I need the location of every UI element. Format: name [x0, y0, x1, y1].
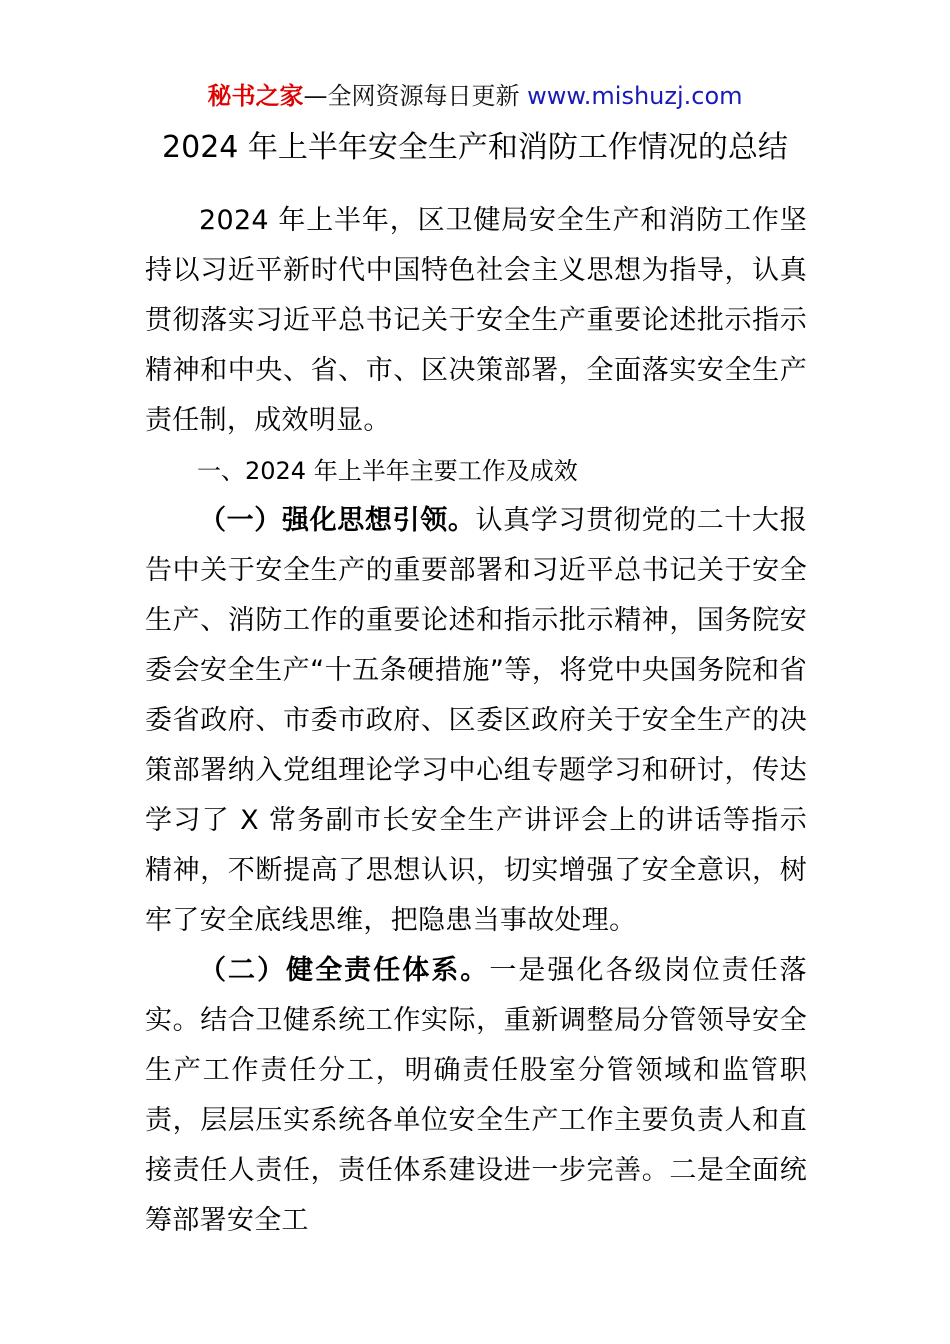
site-name: 秘书之家 [207, 82, 304, 110]
document-body [145, 196, 807, 1246]
site-url-link[interactable]: www.mishuzj.com [527, 82, 743, 110]
item-text-2: 一是强化各级岗位责任落实。结合卫健系统工作实际，重新调整局分管领导安全生产工作责任分工，明确责任股室分管领域和监管职责，层层压实系统各单位安全生产工作主要负责人和直接责任人责任，责任体系建设进一步完善。二是全面统筹部署安全工 [145, 955, 807, 1236]
section-heading: 一、2024 年上半年主要工作及成效 [197, 457, 578, 485]
item-text-1: 认真学习贯彻党的二十大报告中关于安全生产的重要部署和习近平总书记关于安全生产、消防工作的重要论述和指示批示精神，国务院安委会安全生产“十五条硬措施”等，将党中央国务院和省委省政府、市委市政府、区委区政府关于安全生产的决策部署纳入党组理论学习中心组专题学习和研讨，传达学习了 X 常务副市长安全生产讲评会上的讲话等指示精神，不断提高了思想认识，切实增强了安全意识，树牢了安全底线思维，把隐患当事故处理。 [145, 505, 808, 936]
item-lead-1: （一）强化思想引领。 [199, 505, 476, 536]
item-paragraph-1 [145, 496, 807, 946]
site-header [0, 80, 950, 112]
document-title: 2024 年上半年安全生产和消防工作情况的总结 [162, 130, 788, 165]
site-tagline: —全网资源每日更新 [303, 82, 528, 110]
item-paragraph-2 [145, 946, 807, 1246]
intro-paragraph: 2024 年上半年，区卫健局安全生产和消防工作坚持以习近平新时代中国特色社会主义思想为指导，认真贯彻落实习近平总书记关于安全生产重要论述批示指示精神和中央、省、市、区决策部署，全面落实安全生产责任制，成效明显。 [145, 205, 807, 436]
item-lead-2: （二）健全责任体系。 [199, 955, 490, 986]
